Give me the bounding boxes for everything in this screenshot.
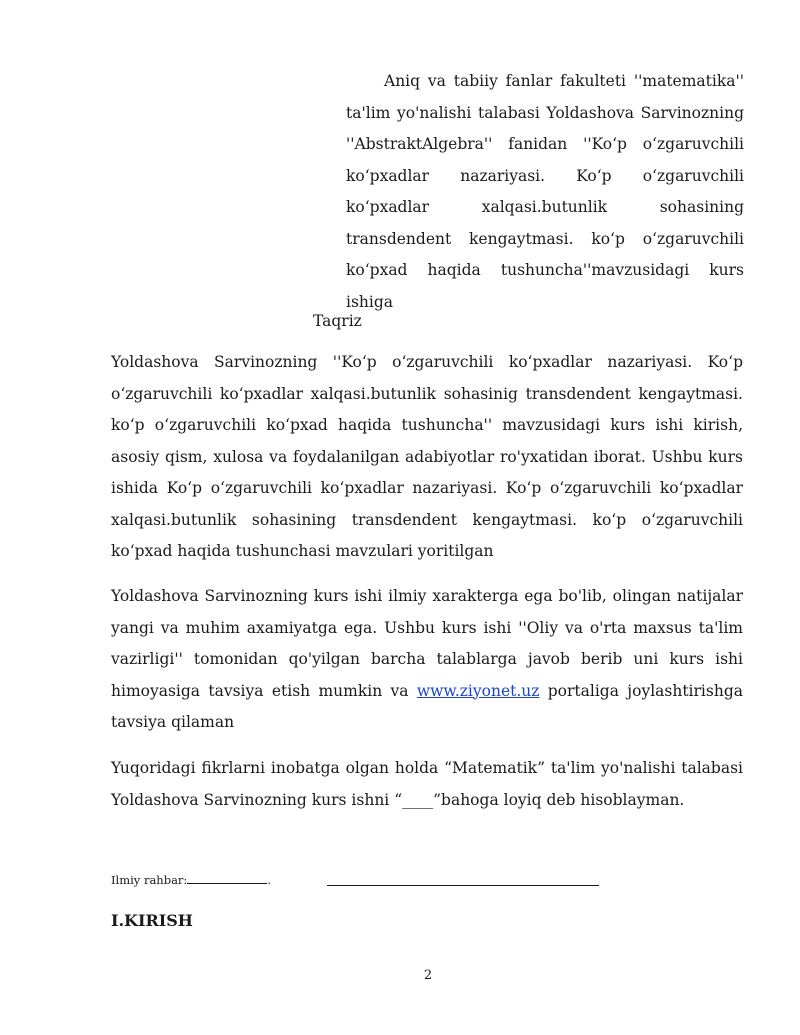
page-number: 2 (423, 968, 433, 983)
paragraph-recommendation (111, 581, 743, 739)
signature-suffix: . (267, 873, 271, 887)
signature-name-line (327, 885, 599, 886)
paragraph-recommendation-tail: portaliga joylashtirishga tavsiya qilaman (111, 681, 743, 731)
paragraph-conclusion: Yuqoridagi fikrlarni inobatga olgan holda “Matematik” ta'lim yo'nalishi talabasi Yoldashova Sarvinozning kurs ishni “____”bahoga loyiq deb hisoblayman. (111, 759, 743, 809)
signature-block (111, 870, 271, 890)
signature-label: Ilmiy rahbar: (111, 873, 188, 887)
header-block (346, 66, 744, 318)
ziyonet-link[interactable]: www.ziyonet.uz (416, 681, 540, 700)
paragraph-summary: Yoldashova Sarvinozning ''Koʻp oʻzgaruvchili koʻpxadlar nazariyasi. Koʻp oʻzgaruvchili koʻpxadlar xalqasi.butunlik sohasinig transdendent kengaytmasi. koʻp oʻzgaruvchili koʻpxad haqida tushuncha'' mavzusidagi kurs ishi kirish, asosiy qism, xulosa va foydalanilgan adabiyotlar ro'yxatidan iborat. Ushbu kurs ishida Koʻp oʻzgaruvchili koʻpxadlar nazariyasi. Koʻp oʻzgaruvchili koʻpxadlar xalqasi.butunlik sohasining transdendent kengaytmasi. koʻp oʻzgaruvchili koʻpxad haqida tushunchasi mavzulari yoritilgan (111, 353, 743, 560)
paragraph-recommendation-text: Yoldashova Sarvinozning kurs ishi ilmiy xarakterga ega bo'lib, olingan natijalar yangi va muhim axamiyatga ega. Ushbu kurs ishi ''Oliy va o'rta maxsus ta'lim vazirligi'' tomonidan qo'yilgan barcha talablarga javob berib uni kurs ishi himoyasiga tavsiya etish mumkin va (111, 587, 743, 700)
section-heading: I.KIRISH (111, 911, 193, 930)
review-title: Taqriz (313, 312, 362, 330)
signature-line (187, 871, 267, 884)
header-text: Aniq va tabiiy fanlar fakulteti ''matematika'' ta'lim yo'nalishi talabasi Yoldashova Sarvinozning ''AbstraktAlgebra'' fanidan ''Koʻp oʻzgaruvchili koʻpxadlar nazariyasi. Koʻp oʻzgaruvchili koʻpxadlar xalqasi.butunlik sohasining transdendent kengaytmasi. koʻp oʻzgaruvchili koʻpxad haqida tushuncha''mavzusidagi kurs ishiga (346, 72, 744, 311)
